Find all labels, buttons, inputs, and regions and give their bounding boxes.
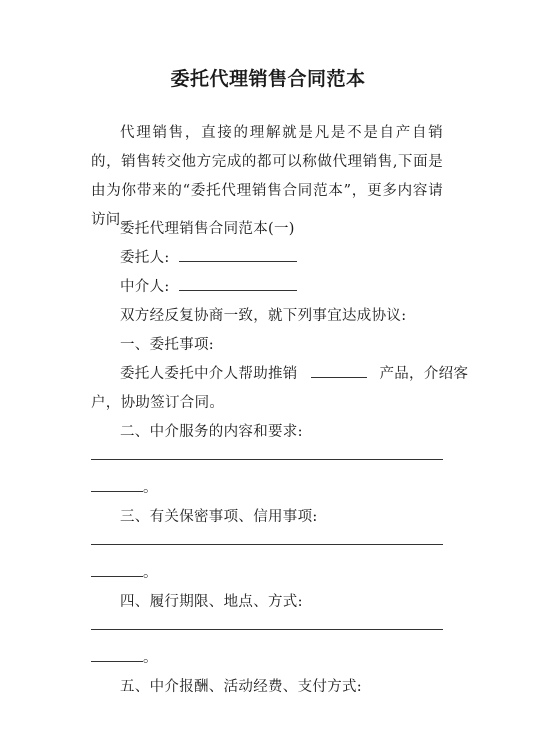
- item1-text-a: 委托人委托中介人帮助推销: [120, 366, 298, 382]
- item2-short-blank: [91, 477, 143, 492]
- document-title: 委托代理销售合同范本: [170, 68, 366, 90]
- item2-period: 。: [143, 480, 158, 496]
- item2-heading: 二、中介服务的内容和要求:: [120, 424, 303, 440]
- item5-heading: 五、中介报酬、活动经费、支付方式:: [120, 679, 362, 695]
- item1-text-b-part2: 户，协助签订合同。: [91, 395, 225, 411]
- item4-heading: 四、履行期限、地点、方式:: [120, 594, 303, 610]
- item2-end-line: [91, 474, 158, 503]
- item3-fill-line: [91, 544, 443, 545]
- agent-line: [91, 273, 297, 302]
- intro-paragraph: 代理销售，直接的理解就是凡是不是自产自销的，销售转交他方完成的都可以称做代理销售,下面是由为你带来的“委托代理销售合同范本”，更多内容请访问。: [91, 125, 443, 228]
- product-blank: [311, 363, 367, 378]
- agreement-line: 双方经反复协商一致，就下列事宜达成协议:: [120, 308, 407, 324]
- item1-text-line1: [91, 360, 468, 389]
- item4-fill-line: [91, 629, 443, 630]
- section-heading: 委托代理销售合同范本(一): [120, 221, 295, 237]
- item1-heading: 一、委托事项:: [120, 337, 214, 353]
- item3-end-line: [91, 559, 158, 588]
- item3-heading: 三、有关保密事项、信用事项:: [120, 509, 318, 525]
- item2-fill-line: [91, 459, 443, 460]
- agent-blank: [179, 276, 297, 291]
- item4-short-blank: [91, 647, 143, 662]
- item4-period: 。: [143, 650, 158, 666]
- item3-short-blank: [91, 562, 143, 577]
- principal-blank: [179, 247, 297, 262]
- item1-text-line2: [91, 389, 224, 418]
- principal-line: [91, 244, 297, 273]
- item1-text-b-part1: 产品，介绍客: [379, 366, 469, 382]
- item3-period: 。: [143, 565, 158, 581]
- principal-label: 委托人:: [120, 250, 170, 266]
- agent-label: 中介人:: [120, 279, 170, 295]
- item4-end-line: [91, 644, 158, 673]
